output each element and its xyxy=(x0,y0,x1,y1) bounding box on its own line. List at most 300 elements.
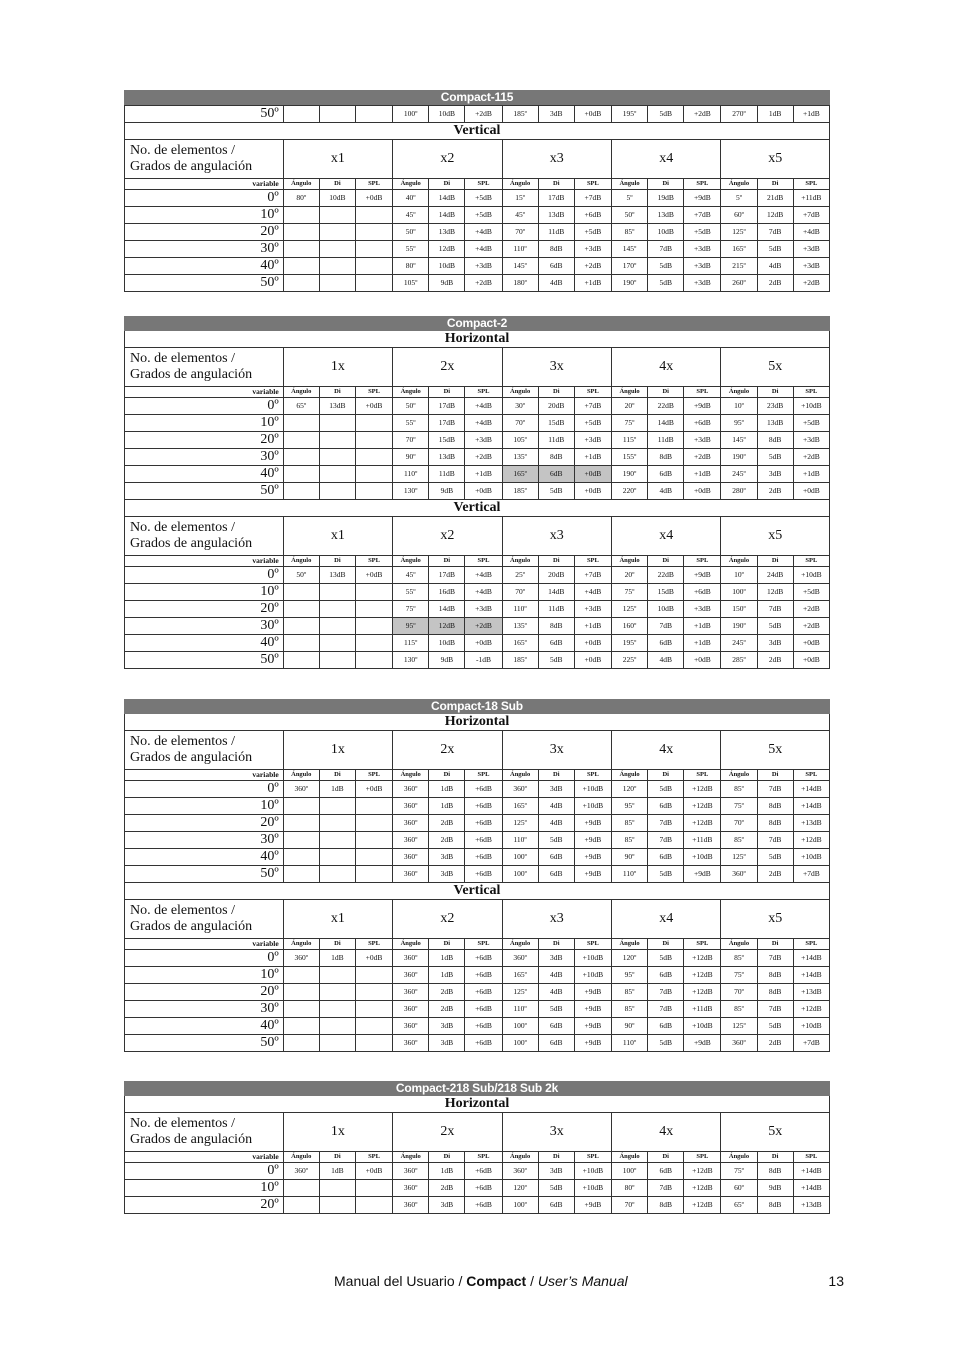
table-row xyxy=(125,1163,830,1180)
table-row xyxy=(125,950,830,967)
subheader-cell: SPL xyxy=(684,556,721,567)
data-cell: +7dB xyxy=(684,207,721,224)
data-cell: 8dB xyxy=(757,1163,793,1180)
data-cell: 15º xyxy=(502,190,538,207)
data-cell xyxy=(319,584,355,601)
data-cell xyxy=(283,635,319,652)
data-cell: +2dB xyxy=(793,601,829,618)
data-cell: 100º xyxy=(721,584,757,601)
data-cell: +0dB xyxy=(355,1163,392,1180)
variable-label: variable xyxy=(125,179,284,190)
table-row xyxy=(125,832,830,849)
data-cell: 2dB xyxy=(757,275,793,292)
angle-cell: 20º xyxy=(125,601,284,618)
data-cell xyxy=(355,1018,392,1035)
data-cell: +3dB xyxy=(465,258,502,275)
data-cell: +12dB xyxy=(684,1163,721,1180)
data-cell: +12dB xyxy=(684,950,721,967)
data-cell: +3dB xyxy=(793,258,829,275)
data-cell: +3dB xyxy=(574,241,611,258)
data-cell: 9dB xyxy=(429,275,465,292)
data-cell xyxy=(283,1035,319,1052)
page-number: 13 xyxy=(828,1273,844,1289)
data-cell: 3dB xyxy=(429,849,465,866)
group-header: 4x xyxy=(611,1113,720,1152)
data-cell: 360º xyxy=(393,1163,429,1180)
footer-brand: Compact xyxy=(466,1273,527,1289)
subheader-cell: Ángulo xyxy=(721,556,757,567)
data-cell: 12dB xyxy=(429,241,465,258)
angle-cell: 50º xyxy=(125,1035,284,1052)
group-header: x1 xyxy=(283,140,392,179)
subheader-cell: SPL xyxy=(574,770,611,781)
data-cell: 4dB xyxy=(757,258,793,275)
subheader-row xyxy=(125,939,830,950)
data-cell: +7dB xyxy=(793,1035,829,1052)
table-row xyxy=(125,1018,830,1035)
data-cell: 190º xyxy=(611,275,647,292)
data-cell xyxy=(319,1001,355,1018)
subheader-cell: SPL xyxy=(355,939,392,950)
data-cell: 22dB xyxy=(648,567,684,584)
data-cell: 85º xyxy=(611,832,647,849)
data-cell: 6dB xyxy=(648,1163,684,1180)
data-cell xyxy=(355,106,392,123)
data-cell: 280º xyxy=(721,483,757,500)
data-cell: +3dB xyxy=(793,432,829,449)
data-cell xyxy=(355,584,392,601)
data-cell xyxy=(355,1180,392,1197)
subheader-row xyxy=(125,1152,830,1163)
data-cell xyxy=(283,415,319,432)
data-cell: +9dB xyxy=(574,815,611,832)
data-cell: 190º xyxy=(611,466,647,483)
subheader-cell: Ángulo xyxy=(611,387,647,398)
subheader-cell: Di xyxy=(429,939,465,950)
table-row xyxy=(125,207,830,224)
footer-title-es: Manual del Usuario / xyxy=(334,1273,467,1289)
data-cell xyxy=(283,618,319,635)
data-cell: +3dB xyxy=(684,601,721,618)
data-cell: +1dB xyxy=(793,466,829,483)
data-cell: 145º xyxy=(502,258,538,275)
data-cell xyxy=(355,866,392,883)
subheader-cell: SPL xyxy=(684,179,721,190)
data-cell: 7dB xyxy=(648,618,684,635)
data-cell: 110º xyxy=(611,1035,647,1052)
data-cell xyxy=(355,241,392,258)
data-cell: 270º xyxy=(721,106,757,123)
data-cell xyxy=(283,815,319,832)
table-block xyxy=(124,699,830,1052)
data-cell: 5dB xyxy=(538,483,574,500)
data-cell: +4dB xyxy=(465,415,502,432)
data-cell: 7dB xyxy=(648,832,684,849)
data-cell: +1dB xyxy=(684,466,721,483)
data-cell: 9dB xyxy=(757,1180,793,1197)
table-title: Compact-115 xyxy=(124,90,830,105)
data-cell: 7dB xyxy=(648,1180,684,1197)
data-cell: 2dB xyxy=(429,1180,465,1197)
group-header: x3 xyxy=(502,517,611,556)
subheader-cell: Ángulo xyxy=(283,770,319,781)
data-cell: +6dB xyxy=(465,950,502,967)
data-cell xyxy=(319,601,355,618)
subheader-cell: SPL xyxy=(684,1152,721,1163)
data-cell: 3dB xyxy=(757,466,793,483)
table-row xyxy=(125,1180,830,1197)
data-cell: 16dB xyxy=(429,584,465,601)
data-cell: 10º xyxy=(721,567,757,584)
data-cell: 80º xyxy=(393,258,429,275)
angle-cell: 40º xyxy=(125,635,284,652)
data-cell: 70º xyxy=(721,984,757,1001)
table-row xyxy=(125,567,830,584)
subheader-cell: Di xyxy=(648,556,684,567)
data-cell xyxy=(355,466,392,483)
data-cell: +4dB xyxy=(574,584,611,601)
subheader-cell: SPL xyxy=(793,1152,829,1163)
data-cell: 2dB xyxy=(757,1035,793,1052)
table-row xyxy=(125,449,830,466)
data-cell: 165º xyxy=(502,466,538,483)
data-cell: 3dB xyxy=(538,950,574,967)
data-cell: 25º xyxy=(502,567,538,584)
data-cell: 5dB xyxy=(538,1180,574,1197)
data-cell: 22dB xyxy=(648,398,684,415)
data-cell xyxy=(283,652,319,669)
data-cell: 5dB xyxy=(757,849,793,866)
data-cell: +4dB xyxy=(465,224,502,241)
data-cell: 7dB xyxy=(648,241,684,258)
data-cell xyxy=(283,1197,319,1214)
data-cell: +0dB xyxy=(355,190,392,207)
data-cell: +12dB xyxy=(793,832,829,849)
angle-cell: 30º xyxy=(125,241,284,258)
data-cell: 165º xyxy=(721,241,757,258)
data-cell: 150º xyxy=(721,601,757,618)
data-cell: +0dB xyxy=(684,483,721,500)
data-cell: +2dB xyxy=(465,106,502,123)
data-cell: 13dB xyxy=(429,449,465,466)
subheader-cell: Di xyxy=(757,1152,793,1163)
data-cell: +4dB xyxy=(465,567,502,584)
subheader-cell: Ángulo xyxy=(283,387,319,398)
data-cell: 11dB xyxy=(648,432,684,449)
data-cell: +10dB xyxy=(574,798,611,815)
angle-cell: 0º xyxy=(125,567,284,584)
data-cell: 90º xyxy=(611,1018,647,1035)
angle-cell: 0º xyxy=(125,950,284,967)
data-cell: 20dB xyxy=(538,398,574,415)
data-cell: 85º xyxy=(611,984,647,1001)
data-cell: 8dB xyxy=(648,1197,684,1214)
data-cell: +9dB xyxy=(574,849,611,866)
group-header: 1x xyxy=(283,348,392,387)
data-cell: +7dB xyxy=(793,207,829,224)
table-row xyxy=(125,1035,830,1052)
subheader-cell: Ángulo xyxy=(393,387,429,398)
data-cell: 8dB xyxy=(757,432,793,449)
table-row xyxy=(125,415,830,432)
data-cell: 185º xyxy=(502,106,538,123)
data-cell: 1dB xyxy=(429,798,465,815)
data-cell xyxy=(319,258,355,275)
directivity-table xyxy=(124,730,830,883)
table-row xyxy=(125,432,830,449)
group-header: x5 xyxy=(721,900,830,939)
data-cell: 3dB xyxy=(538,781,574,798)
angle-cell: 40º xyxy=(125,1018,284,1035)
data-cell: 130º xyxy=(393,483,429,500)
data-cell: 190º xyxy=(721,618,757,635)
data-cell xyxy=(283,1001,319,1018)
data-cell: 360º xyxy=(393,866,429,883)
data-cell: 50º xyxy=(393,398,429,415)
data-cell xyxy=(355,275,392,292)
data-cell: 190º xyxy=(721,449,757,466)
header-label-line2: Grados de angulación xyxy=(130,919,253,934)
data-cell: 1dB xyxy=(429,967,465,984)
header-label-line1: No. de elementos / xyxy=(130,520,235,535)
data-cell: 145º xyxy=(721,432,757,449)
data-cell: 100º xyxy=(502,866,538,883)
data-cell: +10dB xyxy=(684,849,721,866)
data-cell: 2dB xyxy=(429,832,465,849)
table-row xyxy=(125,601,830,618)
table-block xyxy=(124,316,830,669)
data-cell: 9dB xyxy=(429,483,465,500)
data-cell: 6dB xyxy=(538,466,574,483)
header-label xyxy=(125,348,284,387)
data-cell xyxy=(319,207,355,224)
data-cell: 115º xyxy=(611,432,647,449)
data-cell: 5dB xyxy=(757,449,793,466)
data-cell xyxy=(319,1018,355,1035)
data-cell xyxy=(283,241,319,258)
data-cell: +3dB xyxy=(465,432,502,449)
data-cell: +6dB xyxy=(465,832,502,849)
data-cell: +2dB xyxy=(793,275,829,292)
table-row xyxy=(125,241,830,258)
data-cell: +9dB xyxy=(574,1035,611,1052)
data-cell: 17dB xyxy=(538,190,574,207)
data-cell: +10dB xyxy=(574,950,611,967)
data-cell: +2dB xyxy=(684,449,721,466)
table-row xyxy=(125,1001,830,1018)
data-cell: +6dB xyxy=(465,967,502,984)
data-cell xyxy=(319,483,355,500)
data-cell: 360º xyxy=(721,866,757,883)
data-cell: 45º xyxy=(502,207,538,224)
data-cell: 20º xyxy=(611,398,647,415)
data-cell: +5dB xyxy=(465,207,502,224)
data-cell: +0dB xyxy=(574,466,611,483)
subheader-cell: Ángulo xyxy=(721,770,757,781)
data-cell: 100º xyxy=(393,106,429,123)
header-label-line2: Grados de angulación xyxy=(130,750,253,765)
data-cell: +9dB xyxy=(574,866,611,883)
data-cell: 55º xyxy=(393,584,429,601)
data-cell: +11dB xyxy=(684,832,721,849)
table-row xyxy=(125,849,830,866)
data-cell xyxy=(355,1001,392,1018)
data-cell: 135º xyxy=(502,449,538,466)
subheader-cell: Ángulo xyxy=(393,770,429,781)
data-cell xyxy=(319,798,355,815)
data-cell xyxy=(283,967,319,984)
table-header-row xyxy=(125,900,830,939)
group-header: x1 xyxy=(283,900,392,939)
data-cell: 7dB xyxy=(648,1001,684,1018)
subheader-row xyxy=(125,556,830,567)
table-row xyxy=(125,984,830,1001)
data-cell: 1dB xyxy=(757,106,793,123)
table-title: Compact-218 Sub/218 Sub 2k xyxy=(124,1081,830,1096)
table-header-row xyxy=(125,1113,830,1152)
data-cell: +14dB xyxy=(793,1180,829,1197)
data-cell: 90º xyxy=(393,449,429,466)
data-cell: 8dB xyxy=(538,449,574,466)
data-cell: 100º xyxy=(611,1163,647,1180)
subheader-cell: Ángulo xyxy=(502,770,538,781)
subheader-cell: Ángulo xyxy=(502,1152,538,1163)
data-cell xyxy=(319,1035,355,1052)
data-cell: 360º xyxy=(393,1180,429,1197)
data-cell xyxy=(283,224,319,241)
data-cell: 7dB xyxy=(757,950,793,967)
data-cell: 5º xyxy=(611,190,647,207)
data-cell: +14dB xyxy=(793,781,829,798)
data-cell: 8dB xyxy=(757,967,793,984)
data-cell xyxy=(319,415,355,432)
data-cell: +9dB xyxy=(684,866,721,883)
data-cell: 70º xyxy=(502,415,538,432)
angle-cell: 20º xyxy=(125,1197,284,1214)
data-cell: 65º xyxy=(721,1197,757,1214)
data-cell: 6dB xyxy=(538,1197,574,1214)
subheader-cell: Ángulo xyxy=(502,387,538,398)
data-cell: 9dB xyxy=(429,652,465,669)
subheader-cell: SPL xyxy=(793,179,829,190)
data-cell xyxy=(355,258,392,275)
header-label-line1: No. de elementos / xyxy=(130,143,235,158)
group-header: 4x xyxy=(611,348,720,387)
data-cell: 95º xyxy=(611,798,647,815)
data-cell: 1dB xyxy=(319,950,355,967)
data-cell: +12dB xyxy=(684,967,721,984)
angle-cell: 0º xyxy=(125,781,284,798)
data-cell: 11dB xyxy=(538,224,574,241)
data-cell xyxy=(319,106,355,123)
header-label xyxy=(125,517,284,556)
data-cell: 4dB xyxy=(648,483,684,500)
directivity-table xyxy=(124,1112,830,1214)
subheader-cell: SPL xyxy=(355,556,392,567)
data-cell: 12dB xyxy=(757,207,793,224)
table-header-row xyxy=(125,731,830,770)
subheader-cell: SPL xyxy=(465,770,502,781)
data-cell: +0dB xyxy=(355,950,392,967)
group-header: x4 xyxy=(611,900,720,939)
data-cell: 220º xyxy=(611,483,647,500)
data-cell xyxy=(355,601,392,618)
data-cell: +10dB xyxy=(684,1018,721,1035)
subheader-cell: SPL xyxy=(684,939,721,950)
data-cell: 8dB xyxy=(757,815,793,832)
data-cell: 85º xyxy=(611,1001,647,1018)
data-cell: 70º xyxy=(393,432,429,449)
data-cell: 80º xyxy=(283,190,319,207)
data-cell: +5dB xyxy=(793,415,829,432)
data-cell: 1dB xyxy=(319,781,355,798)
data-cell: 11dB xyxy=(538,432,574,449)
data-cell: 75º xyxy=(393,601,429,618)
data-cell: 15dB xyxy=(648,584,684,601)
data-cell xyxy=(319,815,355,832)
data-cell: 360º xyxy=(393,1197,429,1214)
data-cell: 8dB xyxy=(538,618,574,635)
data-cell xyxy=(355,635,392,652)
data-cell: 360º xyxy=(502,781,538,798)
subheader-cell: Di xyxy=(648,179,684,190)
header-label-line2: Grados de angulación xyxy=(130,367,253,382)
subheader-cell: SPL xyxy=(684,387,721,398)
data-cell: 100º xyxy=(502,1018,538,1035)
header-label-line2: Grados de angulación xyxy=(130,536,253,551)
data-cell: +4dB xyxy=(465,584,502,601)
subheader-cell: Ángulo xyxy=(283,939,319,950)
data-cell: 5dB xyxy=(648,275,684,292)
data-cell: 13dB xyxy=(319,567,355,584)
data-cell: 360º xyxy=(393,1001,429,1018)
data-cell: +2dB xyxy=(574,258,611,275)
data-cell: +2dB xyxy=(793,449,829,466)
subheader-cell: SPL xyxy=(465,556,502,567)
data-cell xyxy=(283,832,319,849)
data-cell: 6dB xyxy=(648,967,684,984)
data-cell: 6dB xyxy=(538,849,574,866)
data-cell: 360º xyxy=(393,1018,429,1035)
angle-cell: 50º xyxy=(125,866,284,883)
data-cell: 1dB xyxy=(429,781,465,798)
data-cell: 6dB xyxy=(648,849,684,866)
data-cell: 105º xyxy=(502,432,538,449)
data-cell: 13dB xyxy=(429,224,465,241)
data-cell: 5dB xyxy=(538,652,574,669)
data-cell: 70º xyxy=(611,1197,647,1214)
data-cell: 360º xyxy=(393,815,429,832)
data-cell: 8dB xyxy=(757,1197,793,1214)
header-label-line2: Grados de angulación xyxy=(130,159,253,174)
table-title: Compact-18 Sub xyxy=(124,699,830,714)
subheader-cell: Ángulo xyxy=(721,1152,757,1163)
data-cell xyxy=(319,224,355,241)
angle-cell: 10º xyxy=(125,967,284,984)
subheader-cell: Di xyxy=(538,770,574,781)
data-cell xyxy=(319,832,355,849)
data-cell: +3dB xyxy=(793,241,829,258)
data-cell: 5dB xyxy=(757,241,793,258)
subheader-cell: Di xyxy=(429,387,465,398)
data-cell: 75º xyxy=(611,415,647,432)
data-cell: 3dB xyxy=(429,1018,465,1035)
data-cell: 60º xyxy=(721,1180,757,1197)
subheader-cell: Di xyxy=(319,387,355,398)
group-header: x4 xyxy=(611,140,720,179)
data-cell: +12dB xyxy=(684,798,721,815)
data-cell: 14dB xyxy=(648,415,684,432)
